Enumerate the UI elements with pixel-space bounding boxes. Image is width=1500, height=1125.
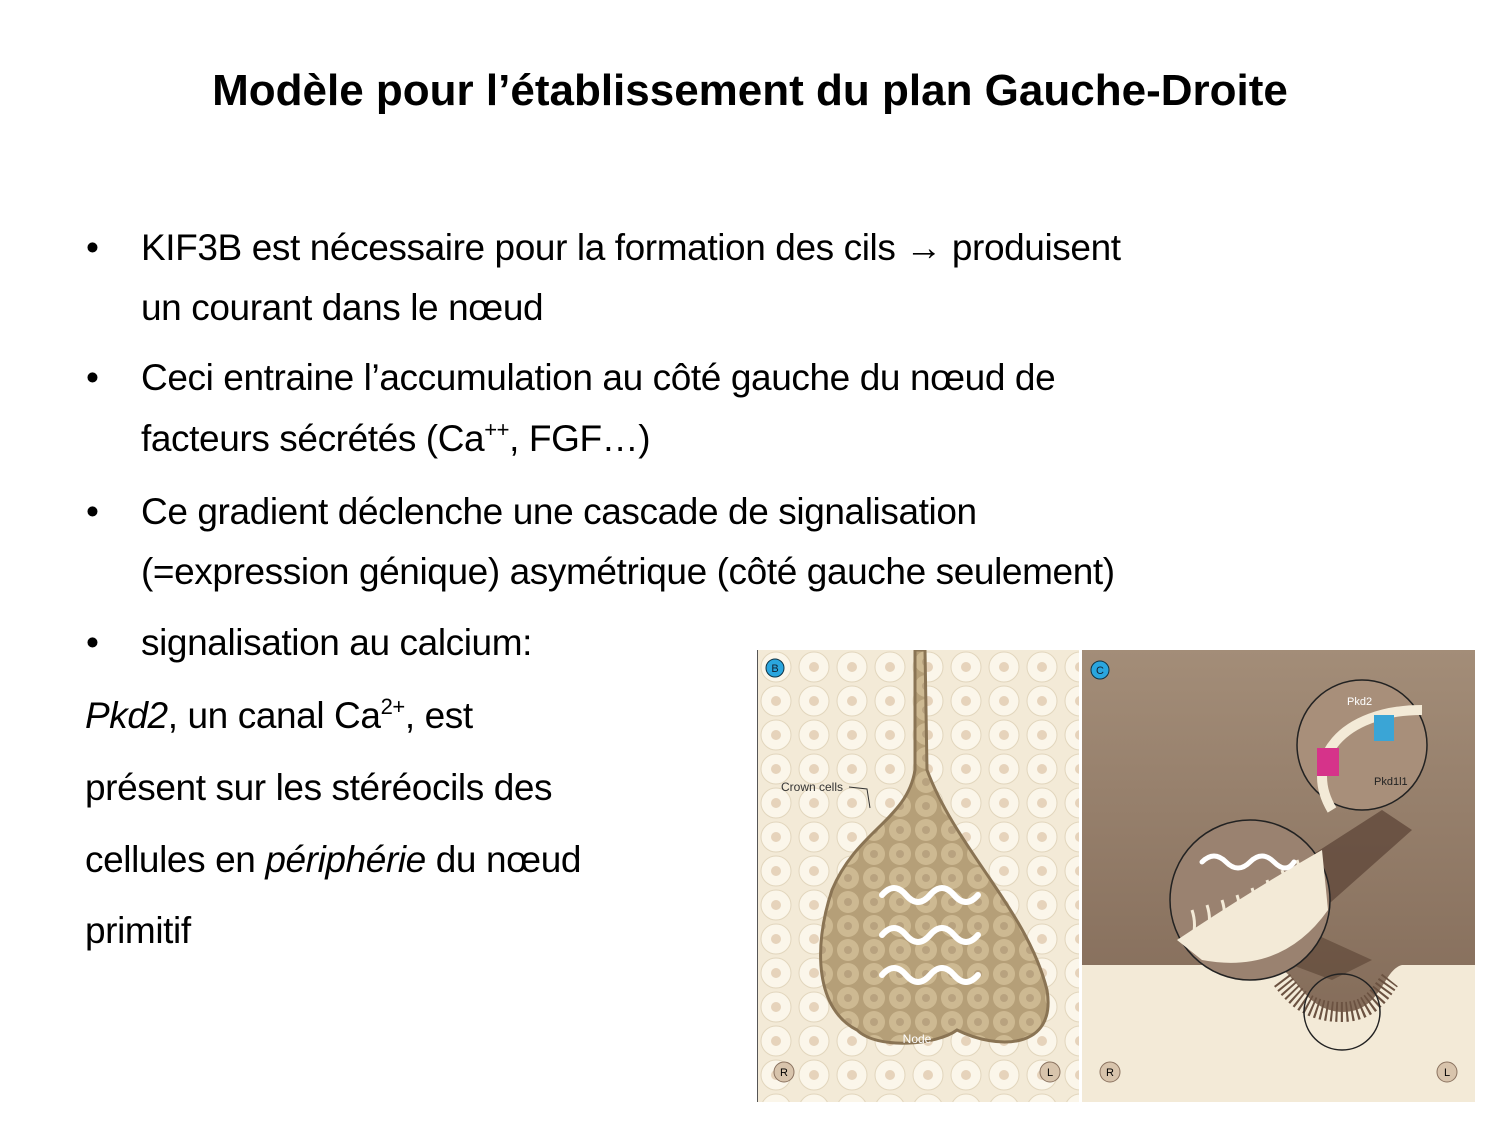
pkd2-label: Pkd2 xyxy=(1347,696,1373,708)
right-label: R xyxy=(1106,1067,1114,1079)
pkd2-protein xyxy=(1374,715,1394,741)
bullet-1-line-1: KIF3B est nécessaire pour la formation des cils → produisent xyxy=(141,227,1121,268)
figure-panel-c-cilia xyxy=(1082,650,1475,1102)
bullet-3-line-1: Ce gradient déclenche une cascade de signalisation xyxy=(141,491,977,532)
bullet-2-line-1: Ceci entraine l’accumulation au côté gauche du nœud de xyxy=(141,357,1056,398)
bullet-3-line-2: (=expression génique) asymétrique (côté gauche seulement) xyxy=(141,551,1115,592)
figure-panel-b-node xyxy=(757,650,1079,1102)
node-label: Node xyxy=(902,1032,932,1046)
right-label: R xyxy=(780,1067,788,1079)
bullet-dot: • xyxy=(86,491,99,532)
svg-text:B: B xyxy=(771,663,779,675)
pkd1l1-label: Pkd1l1 xyxy=(1374,776,1408,788)
crown-cells-label: Crown cells xyxy=(781,780,844,794)
pkd1l1-protein xyxy=(1317,748,1339,776)
bullet-dot: • xyxy=(86,227,99,268)
slide-title: Modèle pour l’établissement du plan Gauche-Droite xyxy=(212,66,1288,115)
bullet-4-line-1: signalisation au calcium: xyxy=(141,622,533,663)
bullet-1-line-2: un courant dans le nœud xyxy=(141,287,544,328)
left-label: L xyxy=(1443,1067,1451,1079)
bullet-dot: • xyxy=(86,622,99,663)
bullet-dot: • xyxy=(86,357,99,398)
left-label: L xyxy=(1046,1067,1054,1079)
arrow-icon: → xyxy=(905,227,942,268)
svg-text:C: C xyxy=(1096,665,1104,677)
bullet-2-line-2: facteurs sécrétés (Ca++, FGF…) xyxy=(141,417,651,459)
